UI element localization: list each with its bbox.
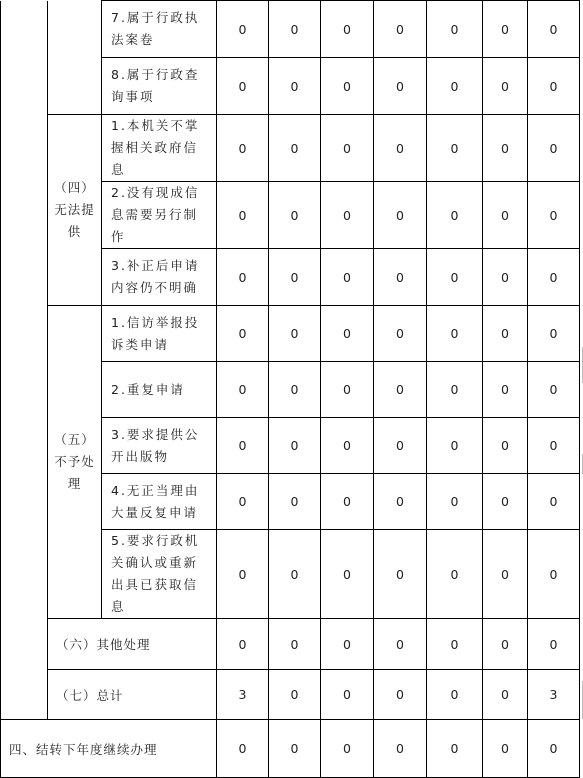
value-cell: 0 bbox=[374, 362, 427, 418]
value-cell: 0 bbox=[483, 530, 528, 619]
value-cell: 0 bbox=[427, 306, 483, 362]
table-row bbox=[1, 670, 580, 720]
row-label: （七）总计 bbox=[48, 670, 217, 720]
value-cell: 0 bbox=[528, 720, 580, 778]
value-cell: 0 bbox=[269, 619, 321, 670]
value-cell: 0 bbox=[321, 418, 374, 474]
value-cell: 0 bbox=[427, 115, 483, 182]
value-cell: 0 bbox=[427, 670, 483, 720]
value-cell: 0 bbox=[374, 249, 427, 306]
value-cell: 0 bbox=[374, 182, 427, 249]
value-cell: 0 bbox=[374, 58, 427, 115]
value-cell: 0 bbox=[374, 619, 427, 670]
row-label: 2.重复申请 bbox=[102, 362, 217, 418]
value-cell: 0 bbox=[528, 182, 580, 249]
value-cell: 0 bbox=[483, 182, 528, 249]
page-edge-mark bbox=[579, 347, 583, 383]
value-cell: 0 bbox=[321, 306, 374, 362]
value-cell: 0 bbox=[321, 249, 374, 306]
value-cell: 0 bbox=[483, 670, 528, 720]
value-cell: 0 bbox=[269, 362, 321, 418]
category-cell bbox=[48, 1, 102, 115]
value-cell: 0 bbox=[269, 115, 321, 182]
row-label: 5.要求行政机关确认或重新出具已获取信息 bbox=[102, 530, 217, 619]
value-cell: 0 bbox=[269, 418, 321, 474]
row-label: 四、结转下年度继续办理 bbox=[1, 720, 217, 778]
value-cell: 0 bbox=[374, 670, 427, 720]
value-cell: 0 bbox=[217, 530, 269, 619]
value-cell: 0 bbox=[217, 362, 269, 418]
value-cell: 0 bbox=[321, 115, 374, 182]
value-cell: 0 bbox=[321, 362, 374, 418]
value-cell: 0 bbox=[427, 182, 483, 249]
row-label: 7.属于行政执法案卷 bbox=[102, 1, 217, 58]
table-row bbox=[1, 619, 580, 670]
value-cell: 0 bbox=[217, 306, 269, 362]
outer-category-cell bbox=[1, 1, 48, 720]
value-cell: 0 bbox=[321, 530, 374, 619]
value-cell: 0 bbox=[269, 182, 321, 249]
value-cell: 0 bbox=[528, 530, 580, 619]
value-cell: 0 bbox=[483, 720, 528, 778]
value-cell: 0 bbox=[427, 249, 483, 306]
table-row bbox=[1, 115, 580, 182]
value-cell: 0 bbox=[427, 362, 483, 418]
value-cell: 0 bbox=[528, 619, 580, 670]
value-cell: 0 bbox=[374, 306, 427, 362]
value-cell: 0 bbox=[321, 1, 374, 58]
value-cell: 3 bbox=[528, 670, 580, 720]
value-cell: 0 bbox=[321, 58, 374, 115]
value-cell: 0 bbox=[374, 474, 427, 530]
row-label: 1.信访举报投诉类申请 bbox=[102, 306, 217, 362]
row-label: 3.要求提供公开出版物 bbox=[102, 418, 217, 474]
value-cell: 0 bbox=[217, 115, 269, 182]
value-cell: 0 bbox=[483, 115, 528, 182]
value-cell: 0 bbox=[528, 115, 580, 182]
value-cell: 0 bbox=[269, 58, 321, 115]
value-cell: 0 bbox=[374, 530, 427, 619]
value-cell: 0 bbox=[427, 418, 483, 474]
value-cell: 0 bbox=[427, 530, 483, 619]
value-cell: 0 bbox=[321, 182, 374, 249]
row-label: 1.本机关不掌握相关政府信息 bbox=[102, 115, 217, 182]
table-row bbox=[1, 1, 580, 58]
value-cell: 0 bbox=[483, 362, 528, 418]
value-cell: 0 bbox=[528, 1, 580, 58]
value-cell: 0 bbox=[528, 249, 580, 306]
value-cell: 0 bbox=[269, 530, 321, 619]
row-label: （六）其他处理 bbox=[48, 619, 217, 670]
table-row bbox=[1, 306, 580, 362]
value-cell: 0 bbox=[217, 474, 269, 530]
value-cell: 0 bbox=[374, 115, 427, 182]
value-cell: 0 bbox=[483, 619, 528, 670]
value-cell: 0 bbox=[269, 1, 321, 58]
value-cell: 0 bbox=[427, 1, 483, 58]
page-edge-mark bbox=[579, 681, 583, 719]
value-cell: 0 bbox=[321, 619, 374, 670]
value-cell: 0 bbox=[217, 58, 269, 115]
value-cell: 0 bbox=[483, 418, 528, 474]
page-edge-mark bbox=[579, 454, 583, 474]
value-cell: 0 bbox=[374, 418, 427, 474]
category-label: （四）无法提供 bbox=[48, 115, 102, 306]
value-cell: 0 bbox=[528, 418, 580, 474]
value-cell: 0 bbox=[321, 670, 374, 720]
value-cell: 0 bbox=[269, 720, 321, 778]
value-cell: 0 bbox=[217, 182, 269, 249]
value-cell: 0 bbox=[427, 58, 483, 115]
value-cell: 0 bbox=[528, 58, 580, 115]
value-cell: 0 bbox=[321, 474, 374, 530]
value-cell: 0 bbox=[427, 720, 483, 778]
value-cell: 0 bbox=[427, 474, 483, 530]
value-cell: 0 bbox=[321, 720, 374, 778]
value-cell: 3 bbox=[217, 670, 269, 720]
value-cell: 0 bbox=[217, 418, 269, 474]
value-cell: 0 bbox=[483, 306, 528, 362]
value-cell: 0 bbox=[217, 619, 269, 670]
value-cell: 0 bbox=[269, 306, 321, 362]
value-cell: 0 bbox=[269, 474, 321, 530]
value-cell: 0 bbox=[217, 1, 269, 58]
value-cell: 0 bbox=[528, 474, 580, 530]
value-cell: 0 bbox=[483, 1, 528, 58]
value-cell: 0 bbox=[483, 474, 528, 530]
value-cell: 0 bbox=[427, 619, 483, 670]
value-cell: 0 bbox=[217, 720, 269, 778]
row-label: 2.没有现成信息需要另行制作 bbox=[102, 182, 217, 249]
value-cell: 0 bbox=[528, 362, 580, 418]
row-label: 4.无正当理由大量反复申请 bbox=[102, 474, 217, 530]
row-label: 3.补正后申请内容仍不明确 bbox=[102, 249, 217, 306]
value-cell: 0 bbox=[217, 249, 269, 306]
value-cell: 0 bbox=[374, 1, 427, 58]
value-cell: 0 bbox=[528, 306, 580, 362]
value-cell: 0 bbox=[483, 58, 528, 115]
row-label: 8.属于行政查询事项 bbox=[102, 58, 217, 115]
value-cell: 0 bbox=[269, 249, 321, 306]
value-cell: 0 bbox=[483, 249, 528, 306]
table-row bbox=[1, 720, 580, 778]
value-cell: 0 bbox=[374, 720, 427, 778]
category-label: （五）不予处理 bbox=[48, 306, 102, 619]
value-cell: 0 bbox=[269, 670, 321, 720]
